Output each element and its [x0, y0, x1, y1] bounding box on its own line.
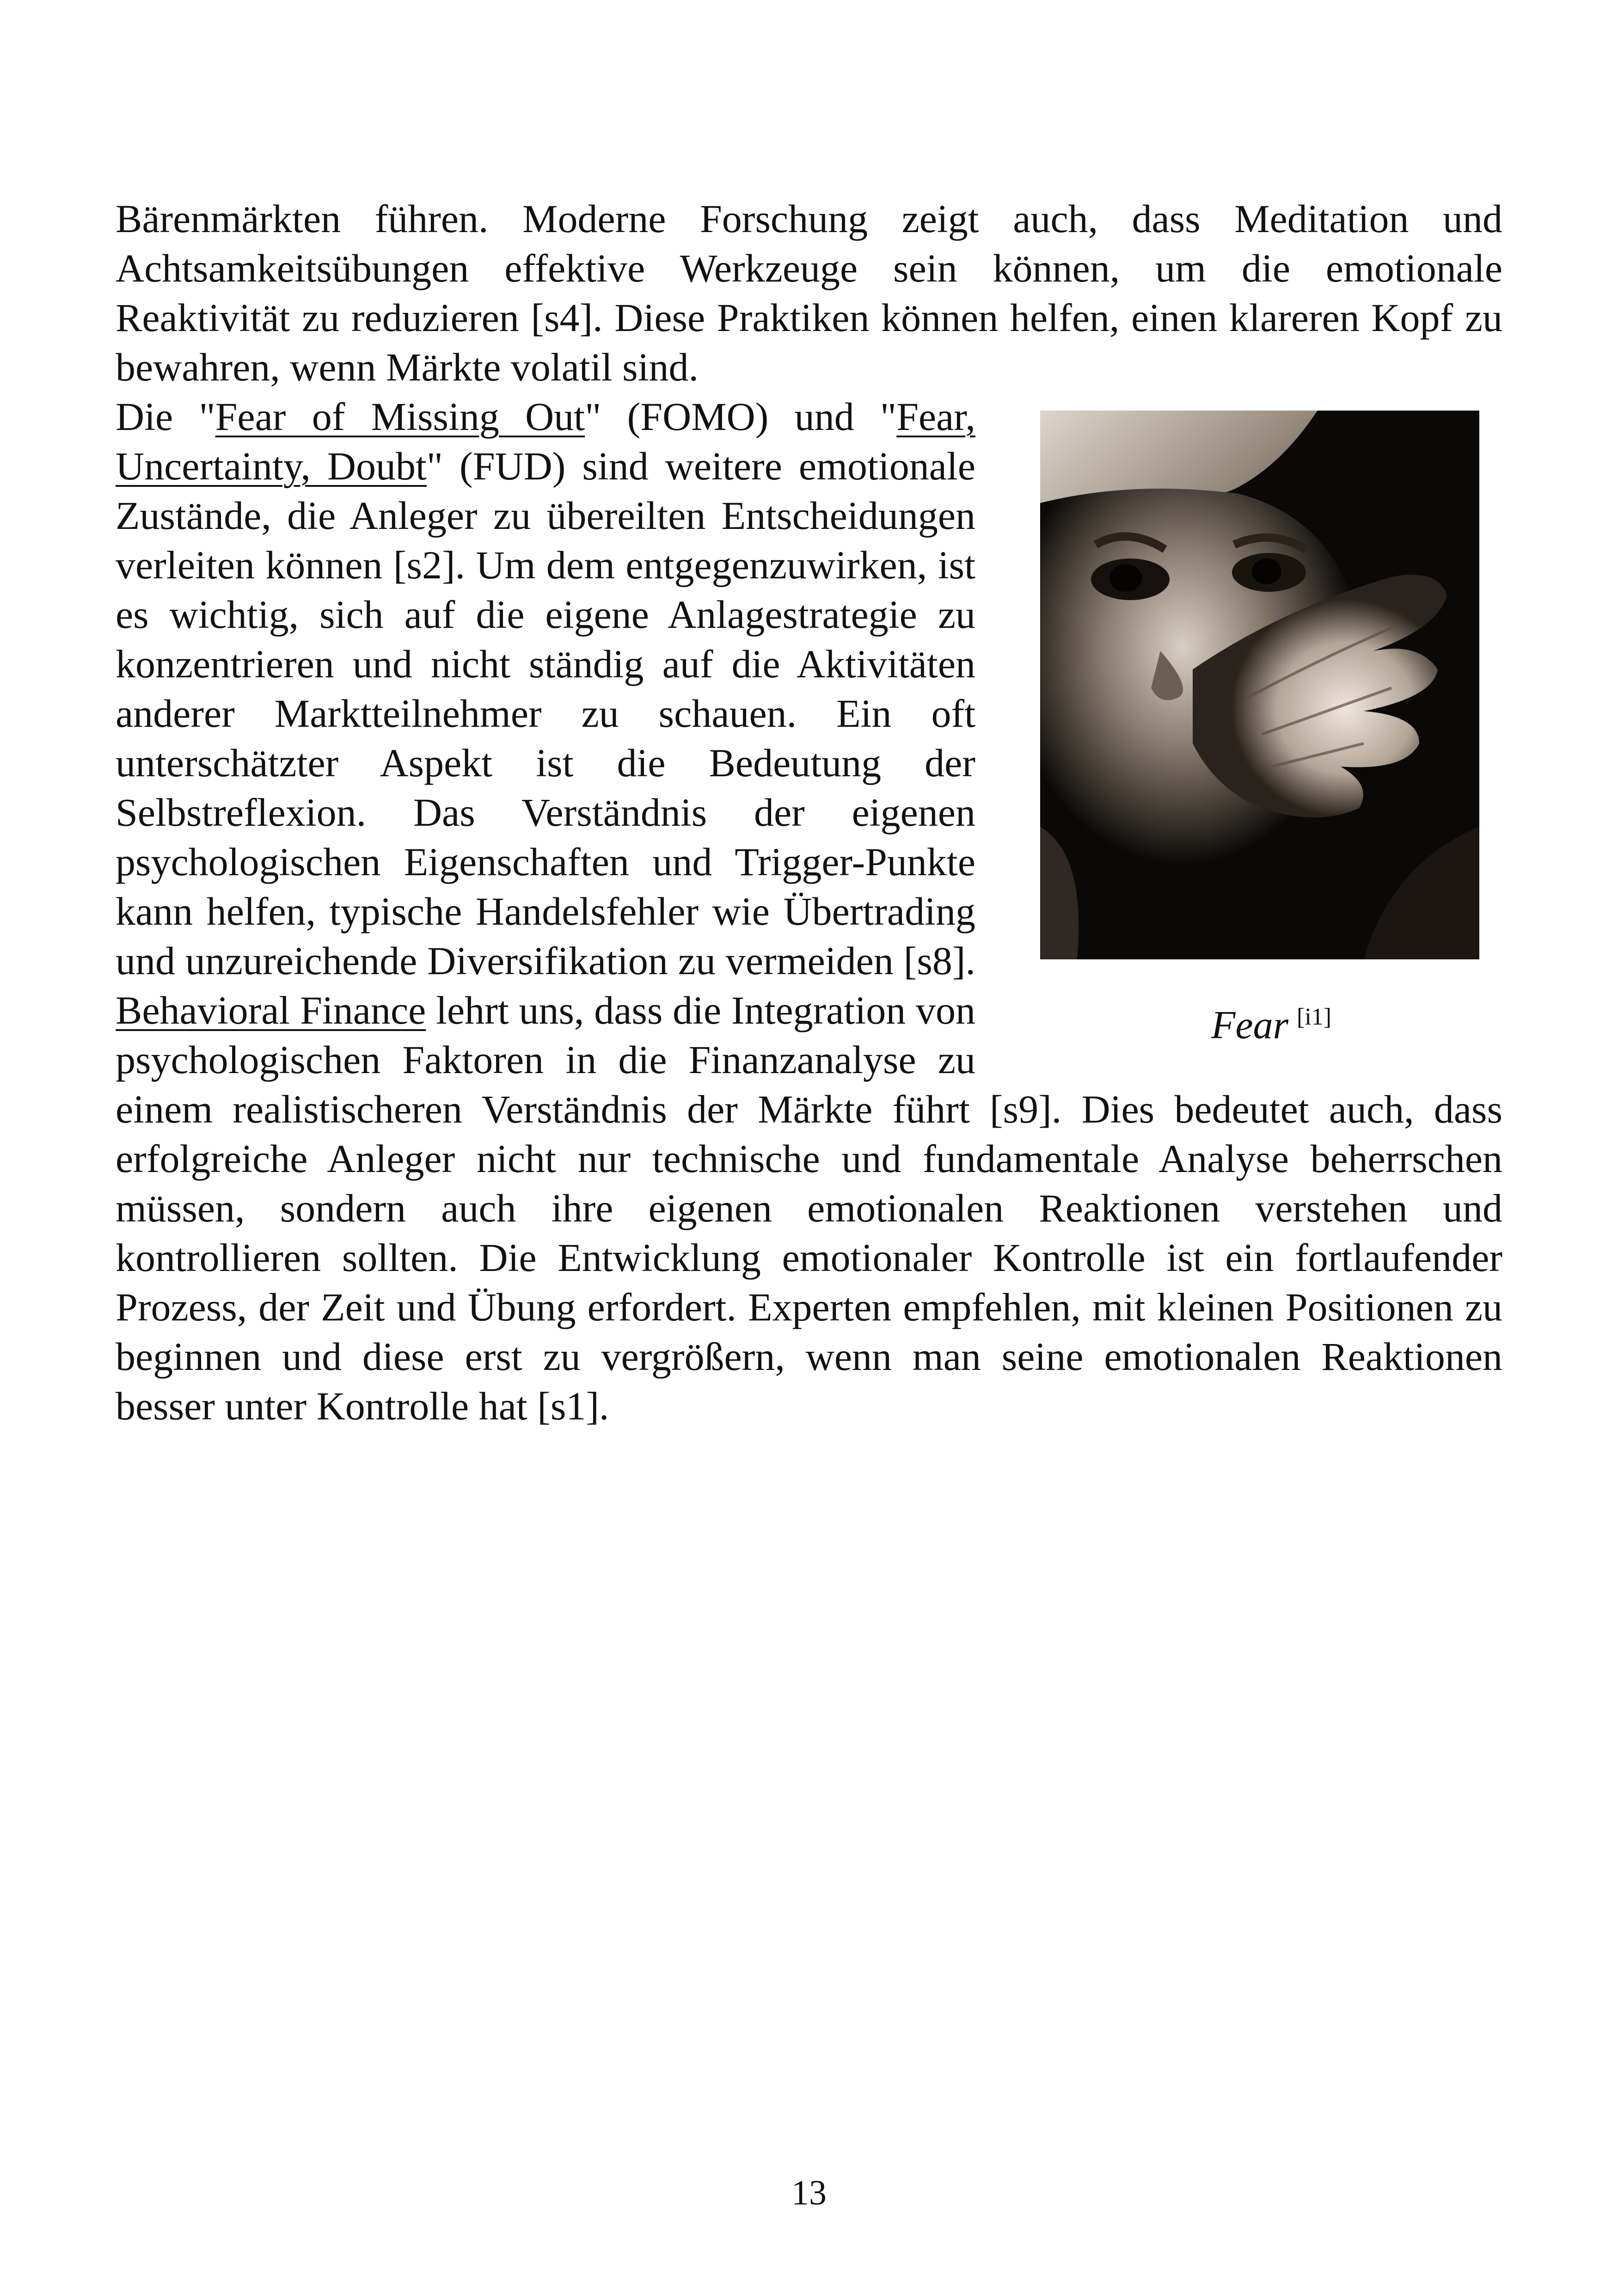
paragraph-main [116, 392, 1502, 1431]
link-fear-of-missing-out[interactable]: Fear of Missing Out [215, 394, 585, 439]
caption-reference[interactable]: [i1] [1297, 1004, 1332, 1030]
figure [1040, 411, 1502, 1069]
link-behavioral-finance[interactable]: Behavioral Finance [116, 988, 426, 1032]
paragraph-text: Die " [116, 394, 215, 439]
page-number: 13 [791, 2173, 827, 2212]
paragraph-text: " (FOMO) und " [585, 394, 897, 439]
paragraph-text: " (FUD) sind weitere emotionale Zustände, die Anleger zu übereilten Entscheidungen verleiten können [s2]. Um dem entgegenzuwirken, ist es wichtig, sich auf die eigene Anlagestrategie zu konzentrieren und nicht ständig auf die Aktivitäten anderer Marktteilnehmer zu schauen. Ein oft unterschätzter Aspekt ist die Bedeutung der Selbstreflexion. Das Verständnis der eigenen psychologischen Eigenschaften und Trigger-Punkte kann helfen, typische Handelsfehler wie Übertrading und unzureichende Diversifikation zu vermeiden [s8]. [116, 444, 975, 983]
caption-title: Fear [1211, 1002, 1289, 1047]
figure-caption [1040, 992, 1502, 1069]
link-fear-uncertainty-doubt[interactable]: Fear, Uncertainty, Doubt [116, 394, 976, 488]
fear-photo [1040, 411, 1479, 959]
paragraph-text: lehrt uns, dass die Integration von psychologischen Faktoren in die Finanzanalyse zu einem realistischeren Verständnis der Märkte führt [s9]. Dies bedeutet auch, dass erfolgreiche Anleger nicht nur technische und fundamentale Analyse beherrschen müssen, sondern auch ihre eigenen emotionalen Reaktionen verstehen und kontrollieren sollten. Die Entwicklung emotionaler Kontrolle ist ein fortlaufender Prozess, der Zeit und Übung erfordert. Experten empfehlen, mit kleinen Positionen zu beginnen und diese erst zu vergrößern, wenn man seine emotionalen Reaktionen besser unter Kontrolle hat [s1]. [116, 988, 1502, 1428]
paragraph-top: Bärenmärkten führen. Moderne Forschung zeigt auch, dass Meditation und Achtsamkeitsübungen effektive Werkzeuge sein können, um die emotionale Reaktivität zu reduzieren [s4]. Diese Praktiken können helfen, einen klareren Kopf zu bewahren, wenn Märkte volatil sind. [116, 196, 1502, 389]
child-covering-mouth-image [1040, 411, 1479, 959]
